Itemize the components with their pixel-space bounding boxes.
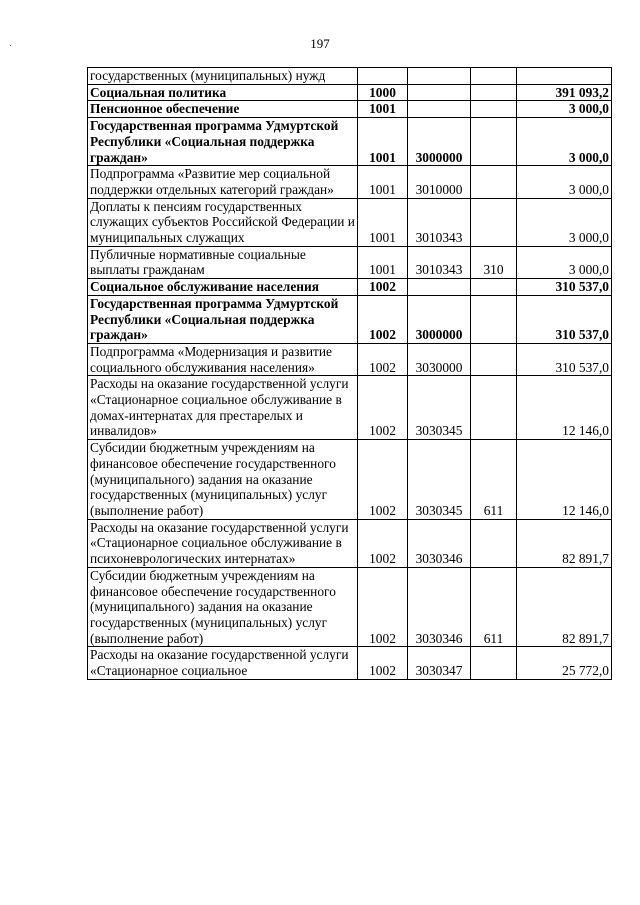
row-name-cell: Социальное обслуживание населения xyxy=(88,279,358,296)
row-amount-cell: 3 000,0 xyxy=(517,166,612,198)
row-amount-cell: 310 537,0 xyxy=(517,295,612,343)
row-expense-type-cell xyxy=(471,118,517,166)
row-amount-cell: 391 093,2 xyxy=(517,84,612,101)
row-section-code-cell: 1002 xyxy=(358,295,408,343)
row-amount-cell: 3 000,0 xyxy=(517,118,612,166)
row-name-cell: Расходы на оказание государственной услуги «Стационарное социальное обслуживание в домах-интернатах для престарелых и инвалидов» xyxy=(88,376,358,440)
table-row xyxy=(88,84,612,101)
row-target-article-cell: 3030345 xyxy=(408,440,471,520)
row-amount-cell: 12 146,0 xyxy=(517,376,612,440)
row-expense-type-cell xyxy=(471,647,517,679)
row-name-cell: Субсидии бюджетным учреждениям на финансовое обеспечение государственного (муниципального) задания на оказание государственных (муниципальных) услуг (выполнение работ) xyxy=(88,567,358,647)
page-number: 197 xyxy=(310,36,330,51)
row-amount-cell: 82 891,7 xyxy=(517,567,612,647)
row-section-code-cell: 1002 xyxy=(358,567,408,647)
table-row xyxy=(88,295,612,343)
row-section-code-cell: 1002 xyxy=(358,279,408,296)
row-section-code-cell: 1001 xyxy=(358,246,408,278)
table-row xyxy=(88,68,612,85)
row-target-article-cell: 3030000 xyxy=(408,343,471,375)
row-expense-type-cell xyxy=(471,198,517,246)
row-target-article-cell: 3030345 xyxy=(408,376,471,440)
row-name-cell: Социальная политика xyxy=(88,84,358,101)
row-section-code-cell: 1002 xyxy=(358,343,408,375)
row-target-article-cell: 3030347 xyxy=(408,647,471,679)
row-section-code-cell: 1000 xyxy=(358,84,408,101)
row-name-cell: Подпрограмма «Развитие мер социальной поддержки отдельных категорий граждан» xyxy=(88,166,358,198)
table-row xyxy=(88,647,612,679)
budget-table-body xyxy=(88,68,612,680)
row-amount-cell: 3 000,0 xyxy=(517,101,612,118)
table-row xyxy=(88,246,612,278)
table-row xyxy=(88,198,612,246)
row-amount-cell: 12 146,0 xyxy=(517,440,612,520)
row-name-cell: Субсидии бюджетным учреждениям на финансовое обеспечение государственного (муниципального) задания на оказание государственных (муниципальных) услуг (выполнение работ) xyxy=(88,440,358,520)
row-name-cell: Публичные нормативные социальные выплаты гражданам xyxy=(88,246,358,278)
table-row xyxy=(88,279,612,296)
row-target-article-cell xyxy=(408,84,471,101)
table-row xyxy=(88,567,612,647)
row-section-code-cell: 1002 xyxy=(358,647,408,679)
row-expense-type-cell xyxy=(471,279,517,296)
row-target-article-cell xyxy=(408,279,471,296)
row-name-cell: Расходы на оказание государственной услуги «Стационарное социальное обслуживание в психоневрологических интернатах» xyxy=(88,519,358,567)
row-target-article-cell xyxy=(408,101,471,118)
row-name-cell: Пенсионное обеспечение xyxy=(88,101,358,118)
table-row xyxy=(88,343,612,375)
budget-table xyxy=(87,67,612,680)
table-row xyxy=(88,440,612,520)
scan-speck xyxy=(10,45,11,46)
row-expense-type-cell: 611 xyxy=(471,567,517,647)
row-name-cell: государственных (муниципальных) нужд xyxy=(88,68,358,85)
row-name-cell: Подпрограмма «Модернизация и развитие социального обслуживания населения» xyxy=(88,343,358,375)
row-section-code-cell: 1001 xyxy=(358,198,408,246)
row-expense-type-cell: 310 xyxy=(471,246,517,278)
row-target-article-cell: 3000000 xyxy=(408,118,471,166)
row-target-article-cell: 3000000 xyxy=(408,295,471,343)
row-expense-type-cell xyxy=(471,68,517,85)
row-amount-cell: 310 537,0 xyxy=(517,279,612,296)
row-section-code-cell: 1001 xyxy=(358,118,408,166)
row-amount-cell: 3 000,0 xyxy=(517,246,612,278)
row-expense-type-cell xyxy=(471,295,517,343)
row-amount-cell xyxy=(517,68,612,85)
row-section-code-cell: 1001 xyxy=(358,166,408,198)
table-row xyxy=(88,519,612,567)
row-expense-type-cell xyxy=(471,101,517,118)
row-target-article-cell xyxy=(408,68,471,85)
row-expense-type-cell xyxy=(471,343,517,375)
row-target-article-cell: 3010000 xyxy=(408,166,471,198)
row-name-cell: Государственная программа Удмуртской Республики «Социальная поддержка граждан» xyxy=(88,118,358,166)
row-amount-cell: 25 772,0 xyxy=(517,647,612,679)
table-row xyxy=(88,101,612,118)
row-amount-cell: 82 891,7 xyxy=(517,519,612,567)
row-section-code-cell xyxy=(358,68,408,85)
table-row xyxy=(88,118,612,166)
row-expense-type-cell xyxy=(471,166,517,198)
row-target-article-cell: 3030346 xyxy=(408,567,471,647)
table-row xyxy=(88,376,612,440)
table-row xyxy=(88,166,612,198)
row-expense-type-cell xyxy=(471,376,517,440)
row-amount-cell: 3 000,0 xyxy=(517,198,612,246)
row-expense-type-cell: 611 xyxy=(471,440,517,520)
row-section-code-cell: 1001 xyxy=(358,101,408,118)
row-name-cell: Государственная программа Удмуртской Республики «Социальная поддержка граждан» xyxy=(88,295,358,343)
row-target-article-cell: 3010343 xyxy=(408,198,471,246)
row-expense-type-cell xyxy=(471,84,517,101)
row-section-code-cell: 1002 xyxy=(358,440,408,520)
row-section-code-cell: 1002 xyxy=(358,519,408,567)
row-name-cell: Расходы на оказание государственной услуги «Стационарное социальное xyxy=(88,647,358,679)
row-target-article-cell: 3030346 xyxy=(408,519,471,567)
row-name-cell: Доплаты к пенсиям государственных служащих субъектов Российской Федерации и муниципальных служащих xyxy=(88,198,358,246)
row-amount-cell: 310 537,0 xyxy=(517,343,612,375)
row-target-article-cell: 3010343 xyxy=(408,246,471,278)
row-section-code-cell: 1002 xyxy=(358,376,408,440)
row-expense-type-cell xyxy=(471,519,517,567)
